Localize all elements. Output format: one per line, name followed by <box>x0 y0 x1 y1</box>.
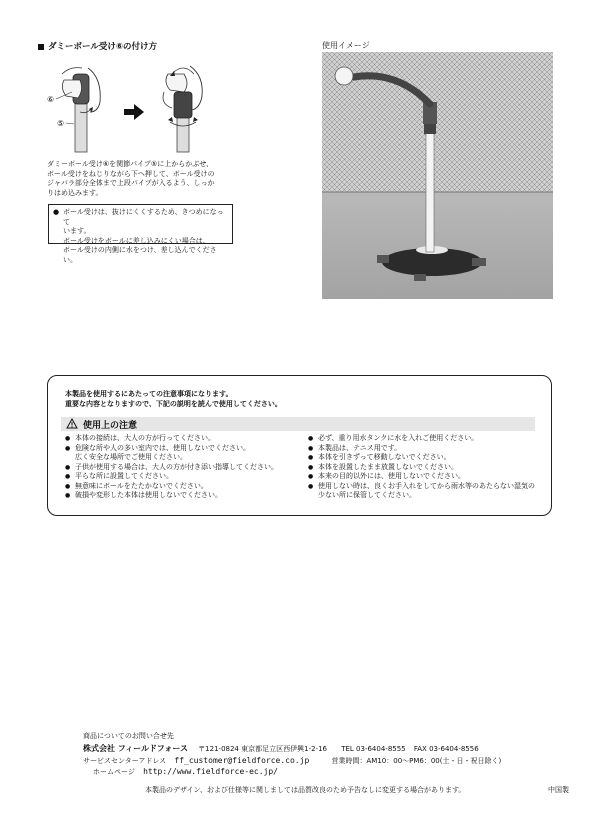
caution-left-column <box>65 434 305 501</box>
caution-item: ● 本体を設置したまま放置しないでください。 <box>308 463 548 473</box>
diagram-after <box>163 66 202 152</box>
contact-block <box>83 732 501 777</box>
warning-triangle-icon <box>66 418 78 429</box>
note-line: ボール受けは、抜けにくくするため、きつめになって <box>63 208 224 226</box>
photo-title: 使用イメージ <box>322 41 370 50</box>
instruction-line: ジャバラ部分全体まで上段パイプが入るよう、しっか <box>47 179 215 187</box>
instruction-line: ダミーボール受け⑥を関節パイプ⑤に上からかぶせ、 <box>47 160 213 168</box>
homepage-label: ホームページ <box>93 767 135 776</box>
instruction-line: ボール受けをねじりながら下へ押して、ボール受けの <box>47 169 215 178</box>
note-line: います。 <box>63 227 91 235</box>
caution-header <box>61 417 535 431</box>
instructions <box>47 160 257 198</box>
caution-intro-line: 本製品を使用するにあたっての注意事項になります。 <box>65 390 233 398</box>
label-6: ⑥ <box>47 95 55 104</box>
usage-photo <box>322 52 553 299</box>
note-box <box>48 204 233 264</box>
caution-item: 少ない所に保管してください。 <box>318 491 416 499</box>
country-of-origin: 中国製 <box>548 786 569 794</box>
caution-intro-line: 重要な内容となりますので、下記の説明を読んで使用してください。 <box>65 399 282 408</box>
caution-item: ● 子供が使用する場合は、大人の方が付き添い指導してください。 <box>65 463 305 473</box>
caution-item: ● 本製品は、テニス用です。 <box>308 444 548 454</box>
caution-item: ● 本体の接続は、大人の方が行ってください。 <box>65 434 305 444</box>
caution-right-column <box>308 434 548 501</box>
company-name: 株式会社 フィールドフォース <box>83 743 188 753</box>
caution-item: ● 無意味にボールをたたかないでください。 <box>65 482 305 492</box>
service-label: サービスセンターアドレス <box>83 757 167 765</box>
caution-item: ● 破損や変形した本体は使用しないでください。 <box>65 491 305 501</box>
assembly-diagram <box>44 62 234 154</box>
note-line: ボール受けの内側に水をつけ、差し込んでください。 <box>63 246 217 264</box>
right-arrow-icon <box>124 104 144 120</box>
footer-note: 本製品のデザイン、および仕様等に関しましては品質改良のため予告なしに変更する場合があります。 <box>145 786 466 794</box>
caution-item: ● 必ず、重り用水タンクに水を入れご使用ください。 <box>308 434 548 444</box>
caution-item: ● 危険な所や人の多い室内では、使用しないでください。 <box>65 444 305 454</box>
label-5: ⑤ <box>57 119 65 128</box>
caution-intro <box>65 390 282 409</box>
caution-header-label: 使用上の注意 <box>83 421 138 431</box>
section-title: ダミーボール受け⑥の付け方 <box>38 40 157 52</box>
business-hours: 営業時間：AM10：00〜PM6：00(土・日・祝日除く) <box>331 757 502 765</box>
caution-item: ● 使用しない時は、良くお手入れをしてから雨水等のあたらない湿気の <box>308 482 548 492</box>
homepage-link[interactable]: http://www.fieldforce-ec.jp/ <box>143 766 278 776</box>
caution-item: ● 本来の目的以外には、使用しないでください。 <box>308 472 548 482</box>
caution-item: 広く安全な場所でご使用ください。 <box>75 453 187 461</box>
instruction-line: りはめ込みます。 <box>47 188 103 197</box>
contact-heading: 商品についてのお問い合せ先 <box>83 732 174 740</box>
caution-box <box>47 375 552 516</box>
company-address: 〒121-0824 東京都足立区西伊興1-2-16 <box>198 744 327 753</box>
diagram-before <box>62 68 100 152</box>
square-bullet-icon <box>38 44 44 50</box>
bullet-icon: ● <box>53 208 60 216</box>
caution-item: ● 本体を引きずって移動しないでください。 <box>308 453 548 463</box>
company-fax: FAX 03-6404-8556 <box>413 744 479 753</box>
company-tel: TEL 03-6404-8555 <box>341 744 406 753</box>
service-email[interactable]: ff_customer@fieldforce.co.jp <box>174 756 310 765</box>
note-line: ボール受けをボールに差し込みにくい場合は、 <box>63 236 210 245</box>
caution-item: ● 平らな所に設置してください。 <box>65 472 305 482</box>
